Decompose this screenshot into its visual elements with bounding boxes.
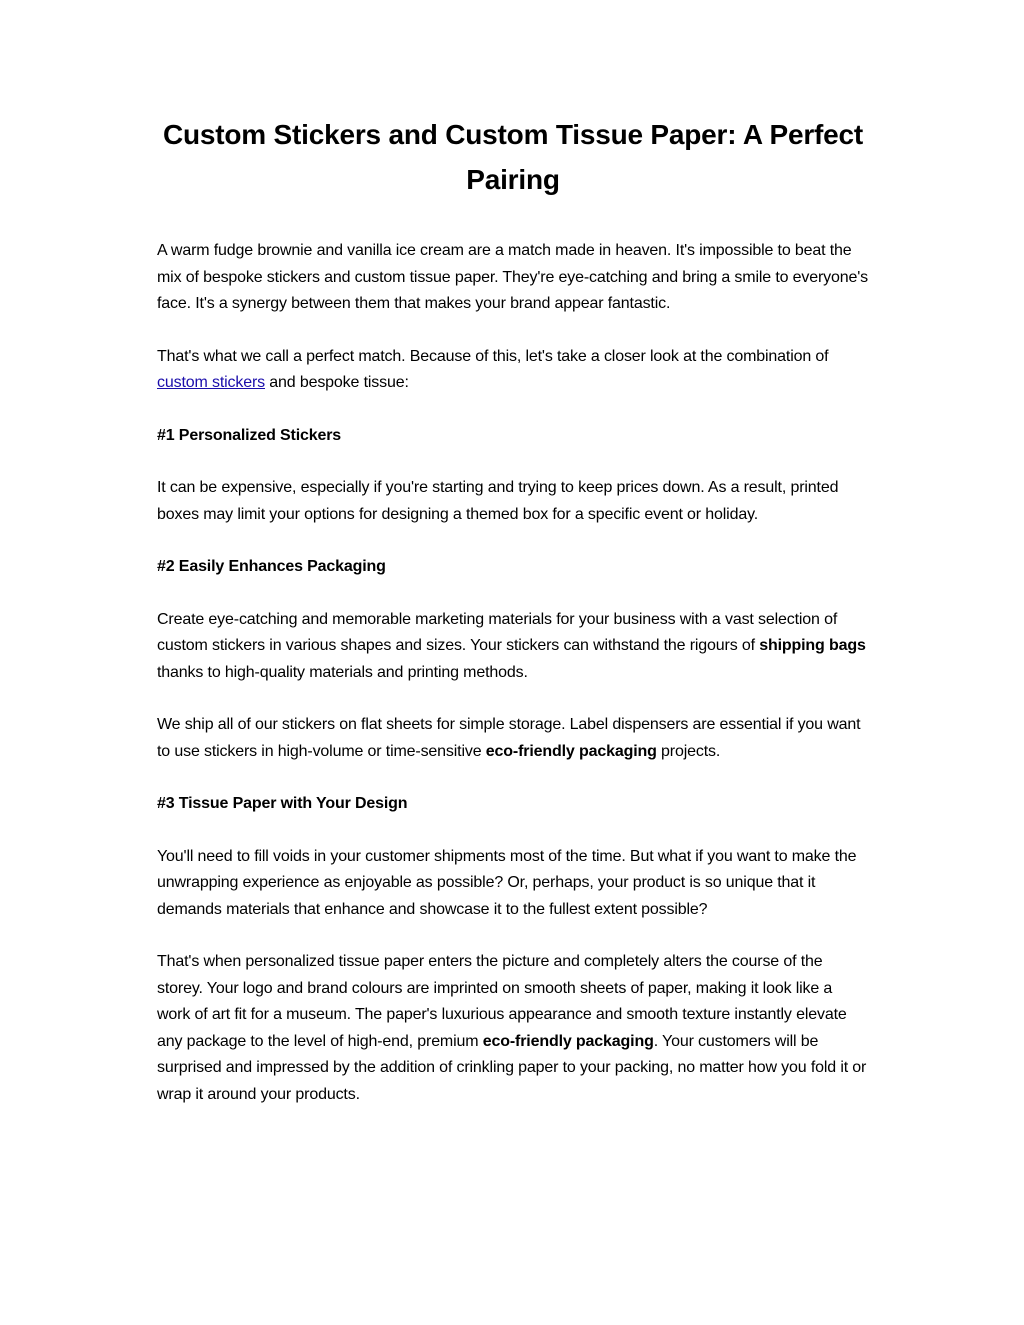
custom-stickers-link[interactable]: custom stickers <box>157 374 265 391</box>
document-title: Custom Stickers and Custom Tissue Paper: A Perfect Pairing <box>162 119 864 195</box>
tissue-paper-paragraph-1: You'll need to fill voids in your customer shipments most of the time. But what if you want to make the unwrapping experience as enjoyable as possible? Or, perhaps, your product is so unique that it demands materials that enhance and showcase it to the fullest extent possible? <box>157 847 857 918</box>
tissue-paper-paragraph-2 <box>157 949 869 1108</box>
section-heading-personalized-stickers: #1 Personalized Stickers <box>157 426 342 444</box>
bold-eco-friendly-packaging: eco-friendly packaging <box>482 1032 654 1050</box>
text-segment: Create eye-catching and memorable marketing materials for your business with a vast selection of custom stickers in various shapes and sizes. Your stickers can withstand the rigours of <box>157 610 838 654</box>
enhances-packaging-paragraph-1 <box>157 607 869 687</box>
section-heading-tissue-paper: #3 Tissue Paper with Your Design <box>157 795 408 812</box>
document-content <box>157 112 869 1134</box>
text-segment: projects. <box>656 742 721 760</box>
text-segment: We ship all of our stickers on flat sheets for simple storage. Label dispensers are essential if you want to use stickers in high-volume or time-sensitive <box>157 716 861 760</box>
enhances-packaging-paragraph-2 <box>157 712 869 765</box>
intro-paragraph: A warm fudge brownie and vanilla ice cream are a match made in heaven. It's impossible to beat the mix of bespoke stickers and custom tissue paper. They're eye-catching and bring a smile to everyone's face. It's a synergy between them that makes your brand appear fantastic. <box>157 242 869 312</box>
text-segment: That's when personalized tissue paper enters the picture and completely alters the course of the storey. Your logo and brand colours are imprinted on smooth sheets of paper, making it look like a work of art fit for a museum. The paper's luxurious appearance and smooth texture instantly elevate any package to the level of high-end, premium <box>157 953 847 1050</box>
bold-eco-friendly-packaging: eco-friendly packaging <box>485 742 657 760</box>
personalized-stickers-paragraph: It can be expensive, especially if you're starting and trying to keep prices down. As a result, printed boxes may limit your options for designing a themed box for a specific event or holiday. <box>157 479 839 523</box>
section-heading-enhances-packaging: #2 Easily Enhances Packaging <box>157 558 386 575</box>
text-segment: thanks to high-quality materials and printing methods. <box>157 663 528 681</box>
match-text-before: That's what we call a perfect match. Because of this, let's take a closer look at the combination of <box>157 347 829 365</box>
bold-shipping-bags: shipping bags <box>759 637 866 654</box>
text-segment: . Your customers will be surprised and impressed by the addition of crinkling paper to your packing, no matter how you fold it or wrap it around your products. <box>157 1032 867 1103</box>
match-paragraph <box>157 344 869 397</box>
match-text-after: and bespoke tissue: <box>265 374 409 391</box>
